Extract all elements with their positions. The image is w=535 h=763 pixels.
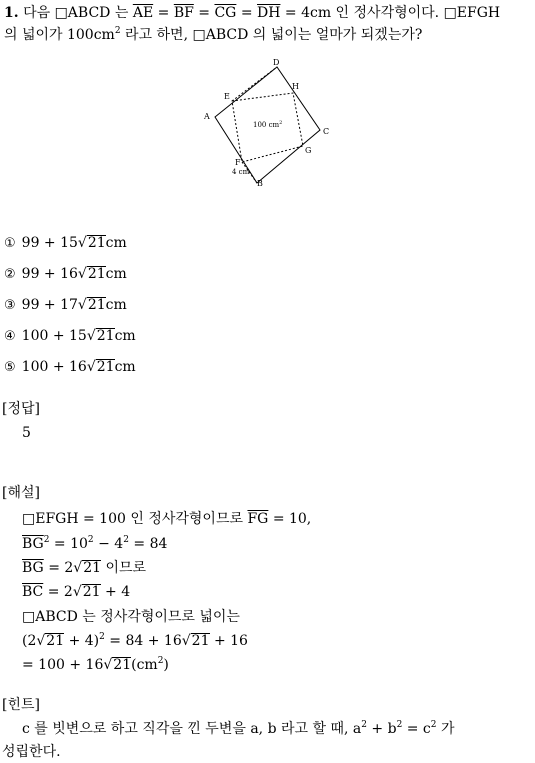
exponent: 2 xyxy=(157,656,164,666)
solution-line-1 xyxy=(22,510,311,528)
equals-sign: = xyxy=(198,5,211,21)
solution-text: + 4) xyxy=(64,633,100,649)
side-label: 4 cm xyxy=(232,168,250,176)
solution-text: = 2 xyxy=(48,560,74,576)
exponent: 2 xyxy=(114,26,121,36)
problem-line-1 xyxy=(4,4,500,22)
choice-number: ① xyxy=(4,236,16,251)
label-b: B xyxy=(257,179,263,188)
choice-number: ⑤ xyxy=(4,360,16,375)
segment-fg: $\overline{FG}$ xyxy=(247,511,269,527)
solution-line-4 xyxy=(22,583,130,601)
segment-bc: $\overline{BC}$ xyxy=(22,584,44,600)
solution-text: = 84 + 16 xyxy=(104,633,182,649)
area-label: 100 $cm^2$ xyxy=(253,120,283,129)
square-figure xyxy=(195,55,340,195)
segment-bf: $\overline{BF}$ xyxy=(173,5,194,21)
radicand: 21 xyxy=(83,560,102,576)
exponent: 2 xyxy=(99,632,105,642)
choice-item[interactable] xyxy=(4,296,127,315)
radicand: 21 xyxy=(46,633,65,649)
hint-heading: [힌트] xyxy=(2,697,40,713)
choice-value: 100 + 16 xyxy=(21,359,87,375)
choice-number: ③ xyxy=(4,298,16,313)
segment-ae: $\overline{AE}$ xyxy=(132,5,154,21)
sqrt-sign: √ xyxy=(77,266,87,282)
label-e: E xyxy=(224,92,230,101)
solution-line-7 xyxy=(22,656,169,674)
label-a: A xyxy=(204,112,210,121)
segment-cg: $\overline{CG}$ xyxy=(214,5,237,21)
choice-item[interactable] xyxy=(4,265,127,284)
radicand: 21 xyxy=(113,657,132,673)
choice-item[interactable] xyxy=(4,327,136,346)
solution-text: = 10, xyxy=(272,511,312,527)
problem-line-2 xyxy=(4,26,422,44)
label-c: C xyxy=(323,127,330,136)
hint-line-2: 성립한다. xyxy=(2,744,61,760)
solution-heading: [해설] xyxy=(2,485,40,501)
solution-text: = 84 xyxy=(128,536,168,552)
exponent: 2 xyxy=(123,535,129,545)
solution-text: + 16 xyxy=(209,633,248,649)
exponent: 2 xyxy=(430,720,437,730)
solution-text: = 10 xyxy=(53,536,88,552)
sqrt: √21 xyxy=(36,633,65,649)
hint-text: c 를 빗변으로 하고 직각을 낀 두변을 a, b 라고 할 때, a xyxy=(22,721,362,737)
sqrt: √21 xyxy=(72,584,101,600)
solution-line-2 xyxy=(22,535,167,553)
label-h: H xyxy=(292,82,299,91)
unit: cm xyxy=(105,235,127,251)
problem-text-pre: 다음 □ABCD 는 xyxy=(23,5,129,21)
unit: cm xyxy=(105,297,127,313)
unit: cm xyxy=(105,266,127,282)
sqrt: √21 xyxy=(103,657,132,673)
exponent: 2 xyxy=(87,535,94,545)
choice-item[interactable] xyxy=(4,358,136,377)
unit: cm xyxy=(114,359,136,375)
hint-text: = c xyxy=(402,721,431,737)
solution-text: 이므로 xyxy=(101,560,147,576)
solution-text: + 4 xyxy=(100,584,131,600)
solution-line-3 xyxy=(22,559,146,577)
exponent: 2 xyxy=(43,535,50,545)
solution-text: = 2 xyxy=(47,584,73,600)
solution-text: = 100 + 16 xyxy=(22,657,104,673)
segment-dh: $\overline{DH}$ xyxy=(257,5,281,21)
problem-number: 1. xyxy=(4,5,19,21)
solution-text: (cm xyxy=(131,657,158,673)
sqrt: √21 xyxy=(181,633,210,649)
exponent: 2 xyxy=(361,720,367,730)
sqrt-sign: √ xyxy=(86,359,96,375)
choice-item[interactable] xyxy=(4,234,127,253)
solution-line-5: □ABCD 는 정사각형이므로 넓이는 xyxy=(22,609,240,625)
equals-sign: = xyxy=(157,5,170,21)
choice-value: 99 + 15 xyxy=(21,235,78,251)
label-d: D xyxy=(273,58,280,67)
solution-text: − 4 xyxy=(93,536,124,552)
segment-bg: $\overline{BG}$ xyxy=(22,560,44,576)
radicand: 21 xyxy=(87,266,106,282)
radicand: 21 xyxy=(96,359,115,375)
label-g: G xyxy=(305,146,312,155)
problem-text: 라고 하면, □ABCD 의 넓이는 얼마가 되겠는가? xyxy=(120,27,423,43)
choice-value: 99 + 16 xyxy=(21,266,78,282)
exponent: 2 xyxy=(396,720,403,730)
hint-text: + b xyxy=(366,721,397,737)
radicand: 21 xyxy=(191,633,210,649)
solution-text: □EFGH = 100 인 정사각형이므로 xyxy=(22,511,243,527)
radicand: 21 xyxy=(82,584,101,600)
choice-value: 99 + 17 xyxy=(21,297,78,313)
label-f: F xyxy=(235,158,241,167)
solution-line-6 xyxy=(22,632,248,650)
sqrt-sign: √ xyxy=(86,328,96,344)
sqrt-sign: √ xyxy=(77,235,87,251)
hint-text: 가 xyxy=(436,721,455,737)
sqrt-sign: √ xyxy=(77,297,87,313)
equals-sign: = xyxy=(240,5,253,21)
radicand: 21 xyxy=(96,328,115,344)
problem-text: 의 넓이가 100cm xyxy=(4,27,115,43)
solution-text: (2 xyxy=(22,633,37,649)
unit: cm xyxy=(114,328,136,344)
sqrt: √21 xyxy=(73,560,102,576)
radicand: 21 xyxy=(87,235,106,251)
choice-value: 100 + 15 xyxy=(21,328,87,344)
segment-bg: $\overline{BG}$ xyxy=(22,536,44,552)
choice-number: ② xyxy=(4,267,16,282)
problem-text-tail: = 4cm 인 정사각형이다. □EFGH xyxy=(284,5,501,21)
answer-heading: [정답] xyxy=(2,401,40,417)
choice-number: ④ xyxy=(4,329,16,344)
answer-value: 5 xyxy=(22,425,31,441)
radicand: 21 xyxy=(87,297,106,313)
solution-text: ) xyxy=(163,657,169,673)
hint-line-1 xyxy=(22,720,455,738)
